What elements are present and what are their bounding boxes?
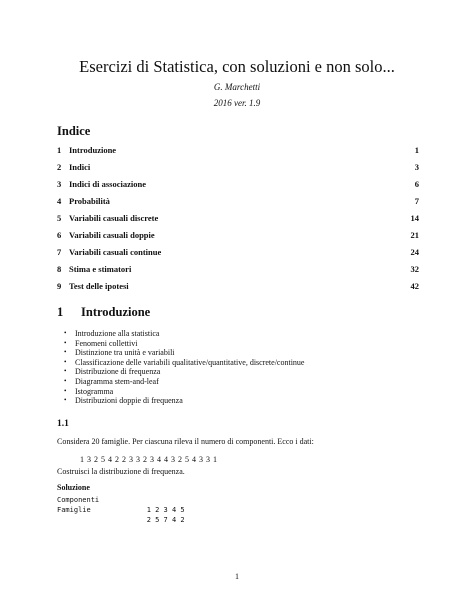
bullet-icon: • [64, 357, 67, 366]
exercise-heading: 1.1 [57, 419, 69, 429]
table-cell: 7 [163, 516, 168, 524]
toc-entry-title[interactable]: Test delle ipotesi [69, 280, 129, 291]
topic-text: Istogramma [75, 386, 114, 396]
list-item [64, 348, 304, 358]
table-row [57, 505, 189, 524]
row-values [113, 505, 189, 524]
toc-entry-page: 6 [414, 179, 419, 190]
exercise-text: Considera 20 famiglie. Per ciascuna rileva il numero di componenti. Ecco i dati: [57, 437, 314, 446]
table-cell: 1 [146, 506, 151, 514]
bullet-icon: • [64, 396, 67, 405]
toc-entry[interactable] [57, 193, 419, 210]
table-cell: 2 [180, 516, 185, 524]
toc-heading: Indice [57, 124, 91, 138]
toc-entry-title[interactable]: Probabilità [69, 196, 110, 207]
list-item [64, 329, 304, 339]
topic-text: Introduzione alla statistica [75, 329, 160, 338]
bullet-icon: • [64, 338, 67, 347]
toc-entry[interactable] [57, 226, 419, 243]
row-label: Famiglie [57, 506, 91, 514]
toc-entry-page: 42 [410, 280, 419, 291]
topic-text: Distribuzioni doppie di frequenza [75, 396, 183, 406]
toc-entry-title[interactable]: Stima e stimatori [69, 263, 132, 274]
toc-entry-title[interactable]: Variabili casuali discrete [69, 213, 159, 223]
toc-entry-title[interactable]: Variabili casuali continue [69, 246, 162, 257]
toc-entry[interactable] [57, 243, 419, 260]
toc-entry-number: 7 [57, 246, 62, 257]
list-item [64, 387, 304, 397]
toc-entry-page: 1 [414, 145, 419, 156]
toc-entry[interactable] [57, 159, 419, 176]
topic-text: Distinzione tra unità e variabili [75, 348, 175, 358]
toc-entry-page: 32 [410, 263, 419, 274]
toc-entry[interactable] [57, 260, 419, 277]
toc-entry-page: 21 [410, 229, 419, 240]
toc-entry-number: 6 [57, 229, 62, 240]
topic-text: Fenomeni collettivi [75, 338, 138, 348]
table-cell: 2 [155, 506, 160, 514]
document-author: G. Marchetti [213, 82, 261, 92]
toc-entry-page: 3 [414, 162, 419, 173]
row-label: Componenti [57, 496, 100, 504]
bullet-icon: • [64, 348, 67, 357]
list-item [64, 377, 304, 387]
toc-entry-number: 5 [57, 213, 62, 223]
table-of-contents [57, 142, 419, 294]
toc-entry-number: 1 [57, 145, 62, 156]
toc-entry-title[interactable]: Indici [69, 162, 91, 173]
toc-entry-title[interactable]: Introduzione [69, 145, 117, 156]
table-cell: 5 [155, 516, 160, 524]
solution-label: Soluzione [57, 483, 90, 492]
section-number: 1 [57, 305, 64, 319]
toc-entry-number: 8 [57, 263, 62, 274]
topic-list [64, 329, 304, 406]
toc-entry-page: 14 [410, 213, 419, 223]
toc-entry-title[interactable]: Indici di associazione [69, 179, 146, 190]
toc-entry[interactable] [57, 142, 419, 159]
table-cell: 3 [163, 506, 168, 514]
exercise-data: 1 3 2 5 4 2 2 3 3 2 3 4 4 3 2 5 4 3 3 1 [80, 455, 218, 464]
toc-entry[interactable] [57, 176, 419, 193]
section-heading [57, 305, 150, 320]
section-title: Introduzione [81, 305, 151, 319]
document-version: 2016 ver. 1.9 [213, 98, 261, 108]
toc-entry-page: 24 [410, 246, 419, 257]
document-title: Esercizi di Statistica, con soluzioni e non solo... [79, 57, 395, 76]
toc-entry-number: 2 [57, 162, 62, 173]
topic-text: Distribuzione di frequenza [75, 367, 161, 377]
toc-entry-number: 9 [57, 280, 62, 291]
bullet-icon: • [64, 329, 67, 337]
table-cell: 4 [171, 516, 177, 524]
bullet-icon: • [64, 386, 67, 395]
exercise-instruction: Costruisci la distribuzione di frequenza. [57, 467, 185, 476]
table-cell: 4 [171, 506, 177, 514]
toc-entry[interactable] [57, 277, 419, 294]
list-item [64, 339, 304, 349]
toc-entry-number: 3 [57, 179, 62, 190]
table-cell: 5 [180, 506, 185, 514]
toc-entry[interactable] [57, 210, 419, 227]
list-item [64, 358, 304, 368]
row-values [113, 495, 189, 514]
list-item [64, 396, 304, 406]
list-item [64, 367, 304, 377]
table-cell: 2 [146, 516, 151, 524]
topic-text: Classificazione delle variabili qualitative/quantitative, discrete/continue [75, 357, 305, 367]
toc-entry-title[interactable]: Variabili casuali doppie [69, 229, 155, 240]
bullet-icon: • [64, 367, 67, 376]
toc-entry-number: 4 [57, 196, 62, 207]
topic-text: Diagramma stem-and-leaf [75, 376, 159, 386]
page-number: 1 [235, 572, 239, 581]
solution-table [57, 495, 189, 524]
bullet-icon: • [64, 376, 67, 385]
toc-entry-page: 7 [414, 196, 419, 207]
